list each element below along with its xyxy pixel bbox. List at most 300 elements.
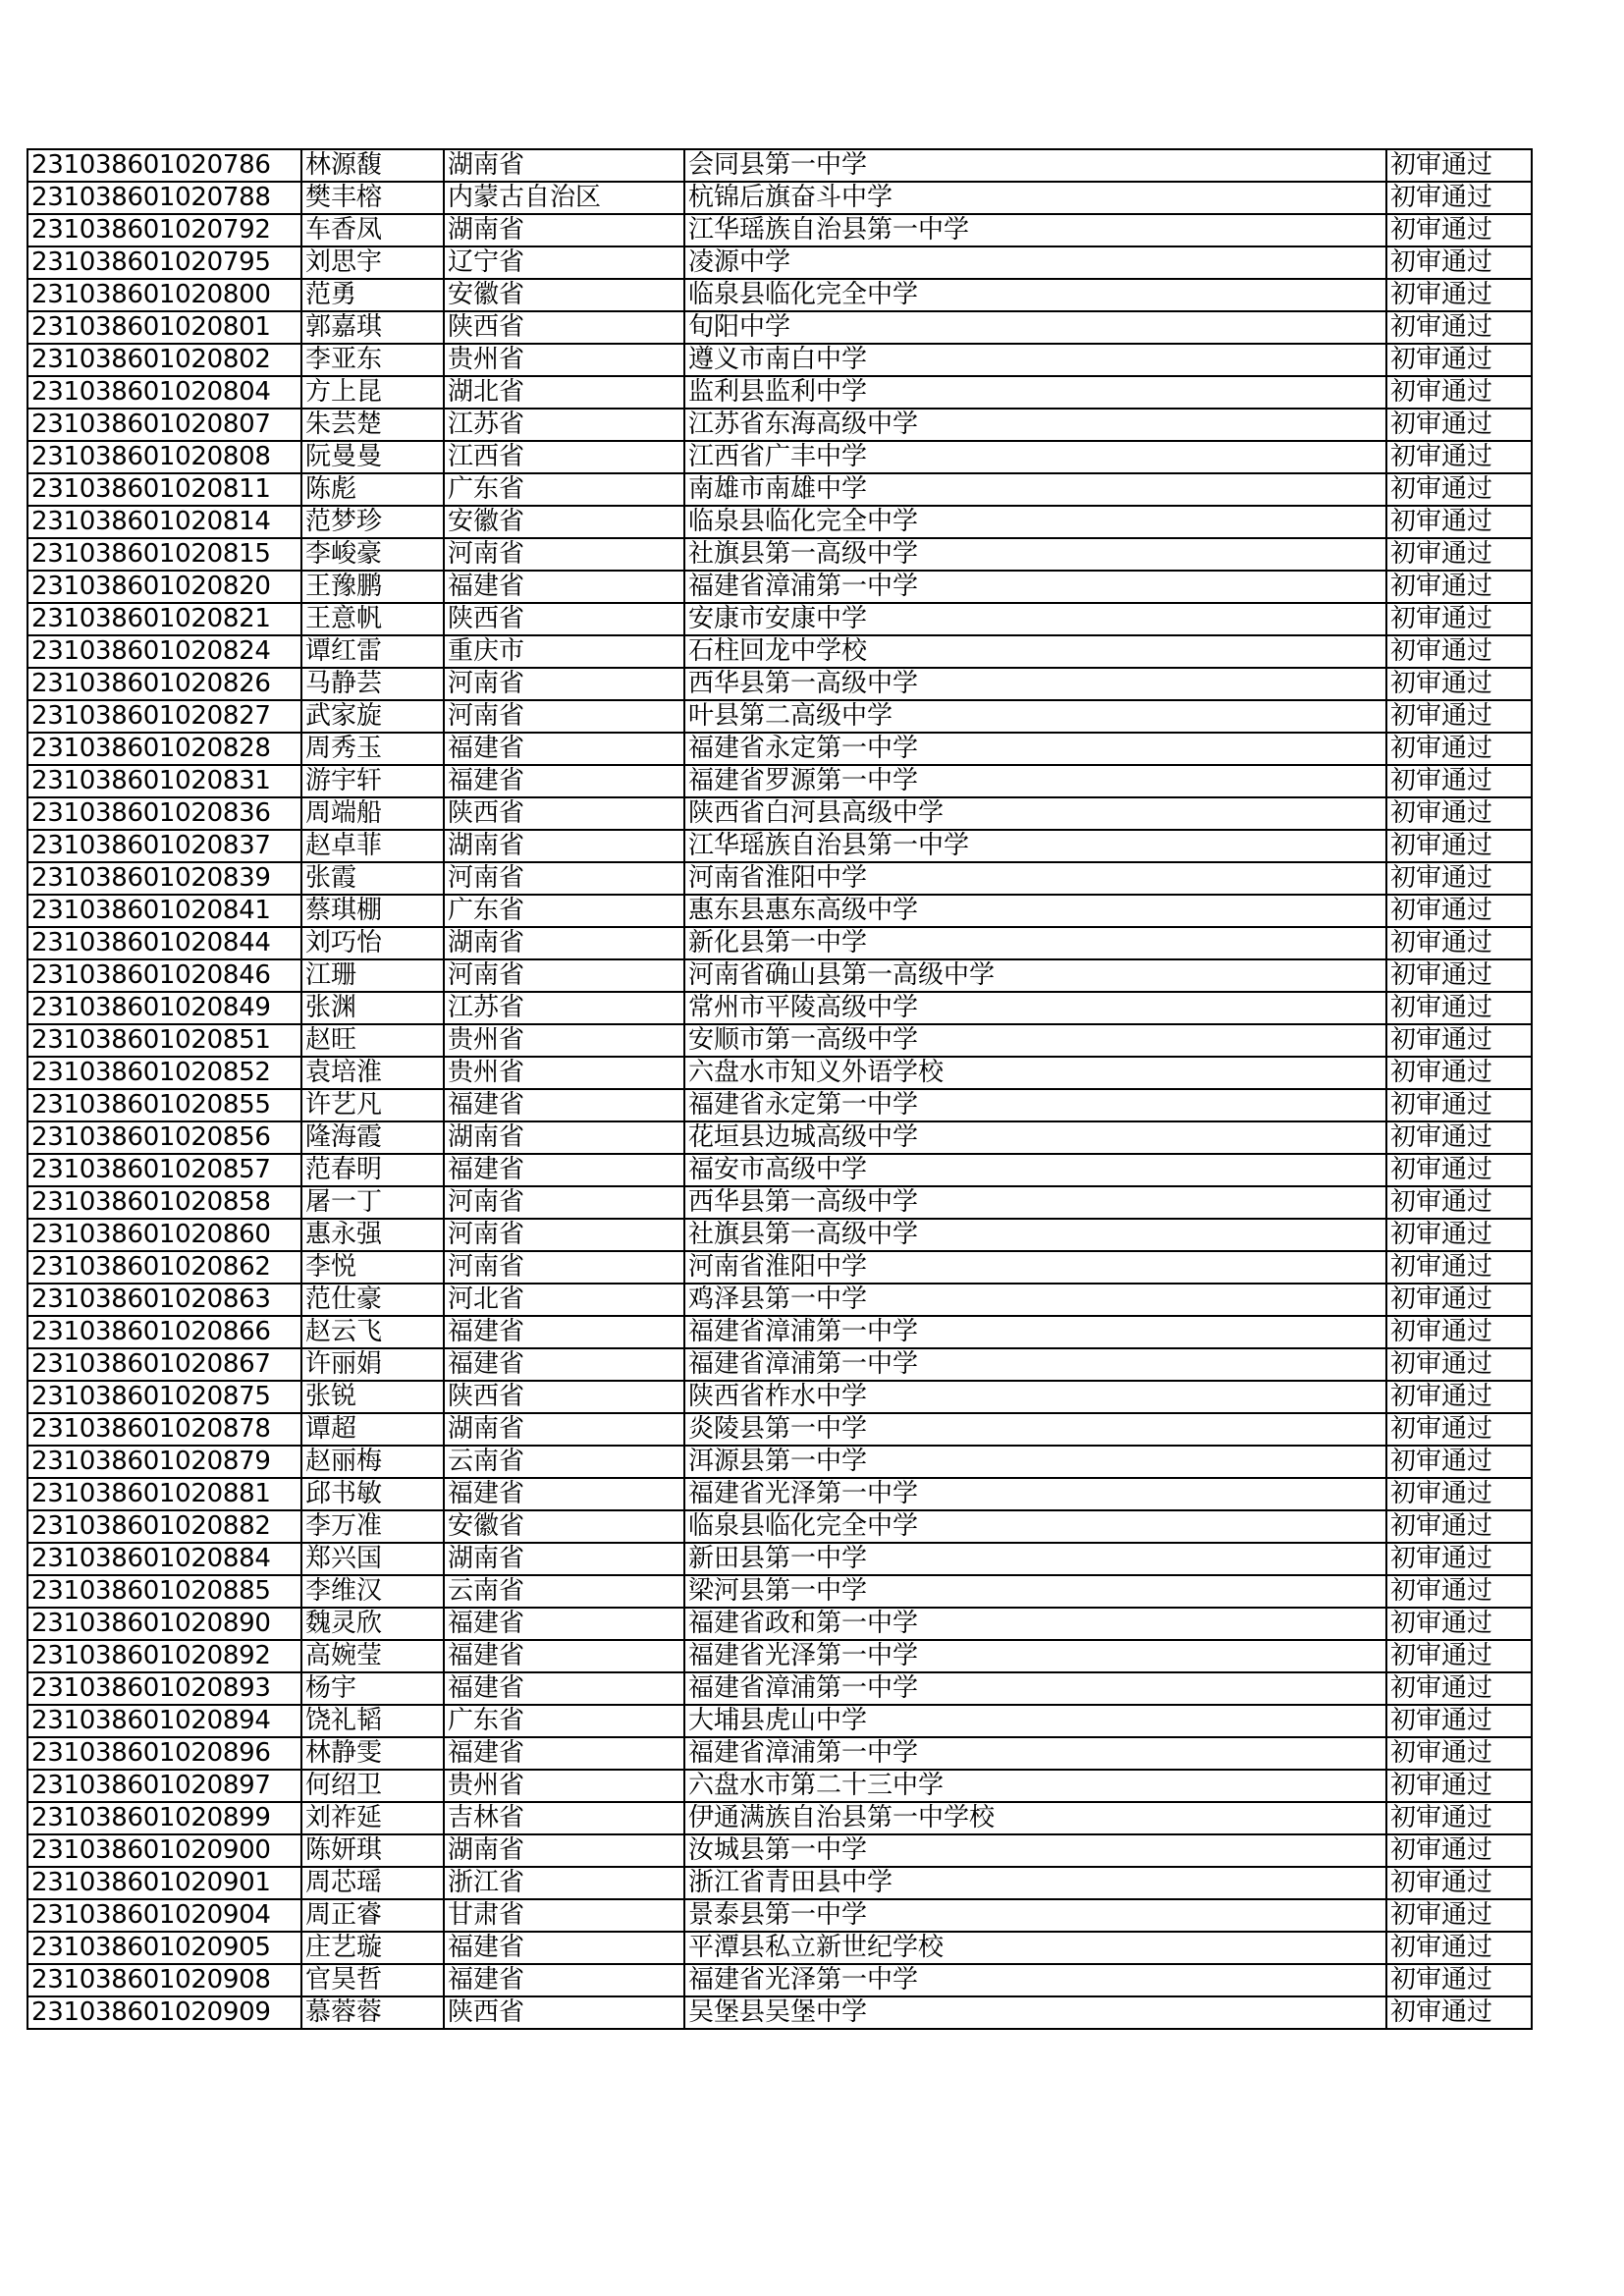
applicant-id-cell: 231038601020857	[27, 1154, 301, 1186]
review-status-cell: 初审通过	[1386, 797, 1532, 830]
applicant-name-cell: 赵卓菲	[301, 830, 444, 862]
applicant-name-cell: 官昊哲	[301, 1964, 444, 1996]
applicant-id-cell: 231038601020909	[27, 1996, 301, 2029]
applicant-name-cell: 谭红雷	[301, 635, 444, 668]
review-status-cell: 初审通过	[1386, 700, 1532, 733]
province-cell: 浙江省	[444, 1867, 684, 1899]
review-status-cell: 初审通过	[1386, 1089, 1532, 1121]
applicant-name-cell: 刘思宇	[301, 246, 444, 279]
school-cell: 石柱回龙中学校	[684, 635, 1386, 668]
school-cell: 洱源县第一中学	[684, 1446, 1386, 1478]
review-status-cell: 初审通过	[1386, 1251, 1532, 1284]
table-row	[27, 182, 1532, 214]
applicant-id-cell: 231038601020808	[27, 441, 301, 473]
applicant-name-cell: 李维汉	[301, 1575, 444, 1608]
applicant-id-cell: 231038601020905	[27, 1932, 301, 1964]
applicant-id-cell: 231038601020788	[27, 182, 301, 214]
school-cell: 汝城县第一中学	[684, 1834, 1386, 1867]
province-cell: 河南省	[444, 1219, 684, 1251]
school-cell: 监利县监利中学	[684, 376, 1386, 409]
applicant-id-cell: 231038601020855	[27, 1089, 301, 1121]
table-row	[27, 246, 1532, 279]
applicant-name-cell: 慕蓉蓉	[301, 1996, 444, 2029]
table-row	[27, 959, 1532, 992]
table-row	[27, 992, 1532, 1024]
applicant-name-cell: 赵旺	[301, 1024, 444, 1057]
review-status-cell: 初审通过	[1386, 1899, 1532, 1932]
province-cell: 湖南省	[444, 1121, 684, 1154]
province-cell: 福建省	[444, 733, 684, 765]
document-table-container	[27, 148, 1533, 2030]
province-cell: 河南省	[444, 1251, 684, 1284]
applicant-id-cell: 231038601020828	[27, 733, 301, 765]
applicant-table	[27, 148, 1533, 2030]
table-row	[27, 506, 1532, 538]
province-cell: 福建省	[444, 1640, 684, 1672]
applicant-name-cell: 方上昆	[301, 376, 444, 409]
province-cell: 贵州省	[444, 1057, 684, 1089]
applicant-id-cell: 231038601020831	[27, 765, 301, 797]
school-cell: 江苏省东海高级中学	[684, 409, 1386, 441]
province-cell: 福建省	[444, 1089, 684, 1121]
table-row	[27, 214, 1532, 246]
review-status-cell: 初审通过	[1386, 1608, 1532, 1640]
applicant-name-cell: 隆海霞	[301, 1121, 444, 1154]
table-row	[27, 1316, 1532, 1348]
applicant-id-cell: 231038601020904	[27, 1899, 301, 1932]
review-status-cell: 初审通过	[1386, 1381, 1532, 1413]
applicant-id-cell: 231038601020875	[27, 1381, 301, 1413]
applicant-name-cell: 邱书敏	[301, 1478, 444, 1510]
applicant-id-cell: 231038601020804	[27, 376, 301, 409]
province-cell: 福建省	[444, 1478, 684, 1510]
table-row	[27, 1932, 1532, 1964]
school-cell: 福建省政和第一中学	[684, 1608, 1386, 1640]
applicant-name-cell: 袁培淮	[301, 1057, 444, 1089]
applicant-name-cell: 周芯瑶	[301, 1867, 444, 1899]
applicant-name-cell: 范勇	[301, 279, 444, 311]
province-cell: 福建省	[444, 1608, 684, 1640]
review-status-cell: 初审通过	[1386, 1964, 1532, 1996]
school-cell: 福建省永定第一中学	[684, 733, 1386, 765]
table-row	[27, 1446, 1532, 1478]
school-cell: 旬阳中学	[684, 311, 1386, 344]
table-row	[27, 311, 1532, 344]
review-status-cell: 初审通过	[1386, 1057, 1532, 1089]
applicant-name-cell: 王意帆	[301, 603, 444, 635]
applicant-id-cell: 231038601020879	[27, 1446, 301, 1478]
table-row	[27, 441, 1532, 473]
table-row	[27, 1381, 1532, 1413]
table-row	[27, 668, 1532, 700]
applicant-name-cell: 何绍卫	[301, 1770, 444, 1802]
school-cell: 安康市安康中学	[684, 603, 1386, 635]
applicant-name-cell: 李亚东	[301, 344, 444, 376]
applicant-name-cell: 刘巧怡	[301, 927, 444, 959]
province-cell: 福建省	[444, 1737, 684, 1770]
school-cell: 常州市平陵高级中学	[684, 992, 1386, 1024]
province-cell: 湖南省	[444, 214, 684, 246]
review-status-cell: 初审通过	[1386, 733, 1532, 765]
applicant-id-cell: 231038601020815	[27, 538, 301, 571]
school-cell: 河南省淮阳中学	[684, 1251, 1386, 1284]
province-cell: 湖南省	[444, 1834, 684, 1867]
school-cell: 惠东县惠东高级中学	[684, 895, 1386, 927]
applicant-name-cell: 周端船	[301, 797, 444, 830]
table-row	[27, 733, 1532, 765]
applicant-name-cell: 郑兴国	[301, 1543, 444, 1575]
table-row	[27, 765, 1532, 797]
applicant-id-cell: 231038601020846	[27, 959, 301, 992]
applicant-name-cell: 赵云飞	[301, 1316, 444, 1348]
province-cell: 福建省	[444, 1932, 684, 1964]
applicant-id-cell: 231038601020900	[27, 1834, 301, 1867]
applicant-id-cell: 231038601020860	[27, 1219, 301, 1251]
province-cell: 江苏省	[444, 992, 684, 1024]
applicant-name-cell: 蔡琪棚	[301, 895, 444, 927]
school-cell: 炎陵县第一中学	[684, 1413, 1386, 1446]
school-cell: 陕西省柞水中学	[684, 1381, 1386, 1413]
school-cell: 杭锦后旗奋斗中学	[684, 182, 1386, 214]
review-status-cell: 初审通过	[1386, 1219, 1532, 1251]
applicant-id-cell: 231038601020851	[27, 1024, 301, 1057]
review-status-cell: 初审通过	[1386, 246, 1532, 279]
province-cell: 福建省	[444, 765, 684, 797]
review-status-cell: 初审通过	[1386, 1737, 1532, 1770]
province-cell: 福建省	[444, 1154, 684, 1186]
applicant-id-cell: 231038601020826	[27, 668, 301, 700]
school-cell: 凌源中学	[684, 246, 1386, 279]
review-status-cell: 初审通过	[1386, 1284, 1532, 1316]
review-status-cell: 初审通过	[1386, 1154, 1532, 1186]
table-row	[27, 1575, 1532, 1608]
applicant-name-cell: 车香凤	[301, 214, 444, 246]
review-status-cell: 初审通过	[1386, 506, 1532, 538]
province-cell: 湖南省	[444, 1413, 684, 1446]
school-cell: 河南省淮阳中学	[684, 862, 1386, 895]
review-status-cell: 初审通过	[1386, 1575, 1532, 1608]
review-status-cell: 初审通过	[1386, 635, 1532, 668]
table-row	[27, 1899, 1532, 1932]
applicant-id-cell: 231038601020800	[27, 279, 301, 311]
school-cell: 临泉县临化完全中学	[684, 279, 1386, 311]
table-row	[27, 1867, 1532, 1899]
applicant-name-cell: 张锐	[301, 1381, 444, 1413]
province-cell: 安徽省	[444, 1510, 684, 1543]
applicant-name-cell: 李万准	[301, 1510, 444, 1543]
applicant-name-cell: 王豫鹏	[301, 571, 444, 603]
applicant-id-cell: 231038601020841	[27, 895, 301, 927]
applicant-name-cell: 魏灵欣	[301, 1608, 444, 1640]
applicant-id-cell: 231038601020839	[27, 862, 301, 895]
province-cell: 贵州省	[444, 1770, 684, 1802]
review-status-cell: 初审通过	[1386, 1121, 1532, 1154]
review-status-cell: 初审通过	[1386, 862, 1532, 895]
province-cell: 湖南省	[444, 830, 684, 862]
table-row	[27, 1737, 1532, 1770]
review-status-cell: 初审通过	[1386, 1640, 1532, 1672]
province-cell: 福建省	[444, 1348, 684, 1381]
review-status-cell: 初审通过	[1386, 1348, 1532, 1381]
review-status-cell: 初审通过	[1386, 409, 1532, 441]
applicant-id-cell: 231038601020814	[27, 506, 301, 538]
school-cell: 新化县第一中学	[684, 927, 1386, 959]
review-status-cell: 初审通过	[1386, 376, 1532, 409]
applicant-id-cell: 231038601020890	[27, 1608, 301, 1640]
review-status-cell: 初审通过	[1386, 538, 1532, 571]
applicant-id-cell: 231038601020836	[27, 797, 301, 830]
province-cell: 云南省	[444, 1446, 684, 1478]
applicant-id-cell: 231038601020821	[27, 603, 301, 635]
review-status-cell: 初审通过	[1386, 1186, 1532, 1219]
applicant-id-cell: 231038601020878	[27, 1413, 301, 1446]
table-row	[27, 895, 1532, 927]
province-cell: 湖南省	[444, 927, 684, 959]
table-row	[27, 1251, 1532, 1284]
applicant-id-cell: 231038601020837	[27, 830, 301, 862]
applicant-name-cell: 李悦	[301, 1251, 444, 1284]
province-cell: 贵州省	[444, 344, 684, 376]
applicant-id-cell: 231038601020897	[27, 1770, 301, 1802]
applicant-id-cell: 231038601020882	[27, 1510, 301, 1543]
review-status-cell: 初审通过	[1386, 927, 1532, 959]
applicant-id-cell: 231038601020792	[27, 214, 301, 246]
province-cell: 吉林省	[444, 1802, 684, 1834]
applicant-id-cell: 231038601020811	[27, 473, 301, 506]
applicant-id-cell: 231038601020856	[27, 1121, 301, 1154]
applicant-name-cell: 武家旋	[301, 700, 444, 733]
school-cell: 临泉县临化完全中学	[684, 1510, 1386, 1543]
applicant-name-cell: 刘祚延	[301, 1802, 444, 1834]
review-status-cell: 初审通过	[1386, 571, 1532, 603]
school-cell: 社旗县第一高级中学	[684, 1219, 1386, 1251]
review-status-cell: 初审通过	[1386, 149, 1532, 182]
province-cell: 福建省	[444, 1316, 684, 1348]
school-cell: 西华县第一高级中学	[684, 668, 1386, 700]
table-row	[27, 862, 1532, 895]
province-cell: 河南省	[444, 700, 684, 733]
school-cell: 河南省确山县第一高级中学	[684, 959, 1386, 992]
table-row	[27, 603, 1532, 635]
applicant-id-cell: 231038601020867	[27, 1348, 301, 1381]
table-row	[27, 1802, 1532, 1834]
province-cell: 陕西省	[444, 1381, 684, 1413]
table-row	[27, 1478, 1532, 1510]
applicant-id-cell: 231038601020844	[27, 927, 301, 959]
table-row	[27, 1996, 1532, 2029]
applicant-id-cell: 231038601020849	[27, 992, 301, 1024]
province-cell: 甘肃省	[444, 1899, 684, 1932]
table-row	[27, 1219, 1532, 1251]
province-cell: 湖南省	[444, 1543, 684, 1575]
table-row	[27, 344, 1532, 376]
province-cell: 湖北省	[444, 376, 684, 409]
applicant-name-cell: 谭超	[301, 1413, 444, 1446]
applicant-id-cell: 231038601020807	[27, 409, 301, 441]
table-row	[27, 1057, 1532, 1089]
table-row	[27, 279, 1532, 311]
school-cell: 福建省光泽第一中学	[684, 1964, 1386, 1996]
review-status-cell: 初审通过	[1386, 1510, 1532, 1543]
applicant-name-cell: 范梦珍	[301, 506, 444, 538]
review-status-cell: 初审通过	[1386, 1867, 1532, 1899]
table-row	[27, 700, 1532, 733]
table-row	[27, 1672, 1532, 1705]
school-cell: 遵义市南白中学	[684, 344, 1386, 376]
review-status-cell: 初审通过	[1386, 344, 1532, 376]
province-cell: 河南省	[444, 668, 684, 700]
province-cell: 江苏省	[444, 409, 684, 441]
applicant-name-cell: 张霞	[301, 862, 444, 895]
review-status-cell: 初审通过	[1386, 214, 1532, 246]
applicant-name-cell: 樊丰榕	[301, 182, 444, 214]
applicant-id-cell: 231038601020827	[27, 700, 301, 733]
applicant-id-cell: 231038601020908	[27, 1964, 301, 1996]
applicant-id-cell: 231038601020899	[27, 1802, 301, 1834]
applicant-name-cell: 江珊	[301, 959, 444, 992]
school-cell: 新田县第一中学	[684, 1543, 1386, 1575]
applicant-id-cell: 231038601020896	[27, 1737, 301, 1770]
applicant-name-cell: 张渊	[301, 992, 444, 1024]
table-row	[27, 149, 1532, 182]
province-cell: 河北省	[444, 1284, 684, 1316]
province-cell: 陕西省	[444, 311, 684, 344]
applicant-id-cell: 231038601020866	[27, 1316, 301, 1348]
province-cell: 福建省	[444, 571, 684, 603]
province-cell: 云南省	[444, 1575, 684, 1608]
school-cell: 西华县第一高级中学	[684, 1186, 1386, 1219]
school-cell: 福建省漳浦第一中学	[684, 1316, 1386, 1348]
school-cell: 浙江省青田县中学	[684, 1867, 1386, 1899]
applicant-id-cell: 231038601020885	[27, 1575, 301, 1608]
applicant-id-cell: 231038601020786	[27, 149, 301, 182]
review-status-cell: 初审通过	[1386, 311, 1532, 344]
applicant-id-cell: 231038601020801	[27, 311, 301, 344]
applicant-id-cell: 231038601020901	[27, 1867, 301, 1899]
table-row	[27, 927, 1532, 959]
province-cell: 广东省	[444, 895, 684, 927]
applicant-name-cell: 赵丽梅	[301, 1446, 444, 1478]
applicant-id-cell: 231038601020892	[27, 1640, 301, 1672]
applicant-name-cell: 阮曼曼	[301, 441, 444, 473]
school-cell: 南雄市南雄中学	[684, 473, 1386, 506]
applicant-id-cell: 231038601020820	[27, 571, 301, 603]
applicant-name-cell: 朱芸楚	[301, 409, 444, 441]
table-row	[27, 797, 1532, 830]
table-row	[27, 571, 1532, 603]
review-status-cell: 初审通过	[1386, 1996, 1532, 2029]
school-cell: 陕西省白河县高级中学	[684, 797, 1386, 830]
school-cell: 福建省漳浦第一中学	[684, 1672, 1386, 1705]
applicant-name-cell: 林源馥	[301, 149, 444, 182]
review-status-cell: 初审通过	[1386, 1478, 1532, 1510]
applicant-name-cell: 饶礼韬	[301, 1705, 444, 1737]
table-row	[27, 1543, 1532, 1575]
province-cell: 广东省	[444, 1705, 684, 1737]
applicant-name-cell: 惠永强	[301, 1219, 444, 1251]
school-cell: 安顺市第一高级中学	[684, 1024, 1386, 1057]
review-status-cell: 初审通过	[1386, 1446, 1532, 1478]
school-cell: 福建省光泽第一中学	[684, 1640, 1386, 1672]
applicant-id-cell: 231038601020802	[27, 344, 301, 376]
review-status-cell: 初审通过	[1386, 1770, 1532, 1802]
province-cell: 福建省	[444, 1964, 684, 1996]
table-row	[27, 1089, 1532, 1121]
review-status-cell: 初审通过	[1386, 1802, 1532, 1834]
table-row	[27, 409, 1532, 441]
province-cell: 陕西省	[444, 1996, 684, 2029]
province-cell: 安徽省	[444, 279, 684, 311]
province-cell: 贵州省	[444, 1024, 684, 1057]
applicant-name-cell: 郭嘉琪	[301, 311, 444, 344]
review-status-cell: 初审通过	[1386, 1672, 1532, 1705]
applicant-name-cell: 马静芸	[301, 668, 444, 700]
province-cell: 陕西省	[444, 603, 684, 635]
review-status-cell: 初审通过	[1386, 1543, 1532, 1575]
applicant-name-cell: 许艺凡	[301, 1089, 444, 1121]
school-cell: 社旗县第一高级中学	[684, 538, 1386, 571]
applicant-name-cell: 范春明	[301, 1154, 444, 1186]
applicant-name-cell: 杨宇	[301, 1672, 444, 1705]
school-cell: 叶县第二高级中学	[684, 700, 1386, 733]
applicant-id-cell: 231038601020862	[27, 1251, 301, 1284]
review-status-cell: 初审通过	[1386, 1834, 1532, 1867]
applicant-table-body	[27, 149, 1532, 2029]
applicant-name-cell: 陈彪	[301, 473, 444, 506]
school-cell: 会同县第一中学	[684, 149, 1386, 182]
review-status-cell: 初审通过	[1386, 441, 1532, 473]
applicant-id-cell: 231038601020795	[27, 246, 301, 279]
table-row	[27, 1024, 1532, 1057]
table-row	[27, 1284, 1532, 1316]
school-cell: 六盘水市知义外语学校	[684, 1057, 1386, 1089]
table-row	[27, 1510, 1532, 1543]
table-row	[27, 538, 1532, 571]
applicant-id-cell: 231038601020894	[27, 1705, 301, 1737]
review-status-cell: 初审通过	[1386, 668, 1532, 700]
applicant-id-cell: 231038601020881	[27, 1478, 301, 1510]
school-cell: 福建省漳浦第一中学	[684, 1348, 1386, 1381]
school-cell: 福建省漳浦第一中学	[684, 1737, 1386, 1770]
school-cell: 江西省广丰中学	[684, 441, 1386, 473]
school-cell: 江华瑶族自治县第一中学	[684, 214, 1386, 246]
applicant-name-cell: 周秀玉	[301, 733, 444, 765]
review-status-cell: 初审通过	[1386, 182, 1532, 214]
table-row	[27, 1154, 1532, 1186]
review-status-cell: 初审通过	[1386, 603, 1532, 635]
school-cell: 大埔县虎山中学	[684, 1705, 1386, 1737]
applicant-name-cell: 高婉莹	[301, 1640, 444, 1672]
table-row	[27, 1413, 1532, 1446]
applicant-name-cell: 屠一丁	[301, 1186, 444, 1219]
table-row	[27, 830, 1532, 862]
applicant-name-cell: 林静雯	[301, 1737, 444, 1770]
school-cell: 伊通满族自治县第一中学校	[684, 1802, 1386, 1834]
school-cell: 福建省光泽第一中学	[684, 1478, 1386, 1510]
school-cell: 福建省罗源第一中学	[684, 765, 1386, 797]
applicant-id-cell: 231038601020884	[27, 1543, 301, 1575]
applicant-id-cell: 231038601020893	[27, 1672, 301, 1705]
applicant-name-cell: 周正睿	[301, 1899, 444, 1932]
province-cell: 河南省	[444, 1186, 684, 1219]
applicant-name-cell: 陈妍琪	[301, 1834, 444, 1867]
applicant-name-cell: 李峻豪	[301, 538, 444, 571]
table-row	[27, 1705, 1532, 1737]
table-row	[27, 1770, 1532, 1802]
applicant-name-cell: 范仕豪	[301, 1284, 444, 1316]
review-status-cell: 初审通过	[1386, 1932, 1532, 1964]
school-cell: 梁河县第一中学	[684, 1575, 1386, 1608]
